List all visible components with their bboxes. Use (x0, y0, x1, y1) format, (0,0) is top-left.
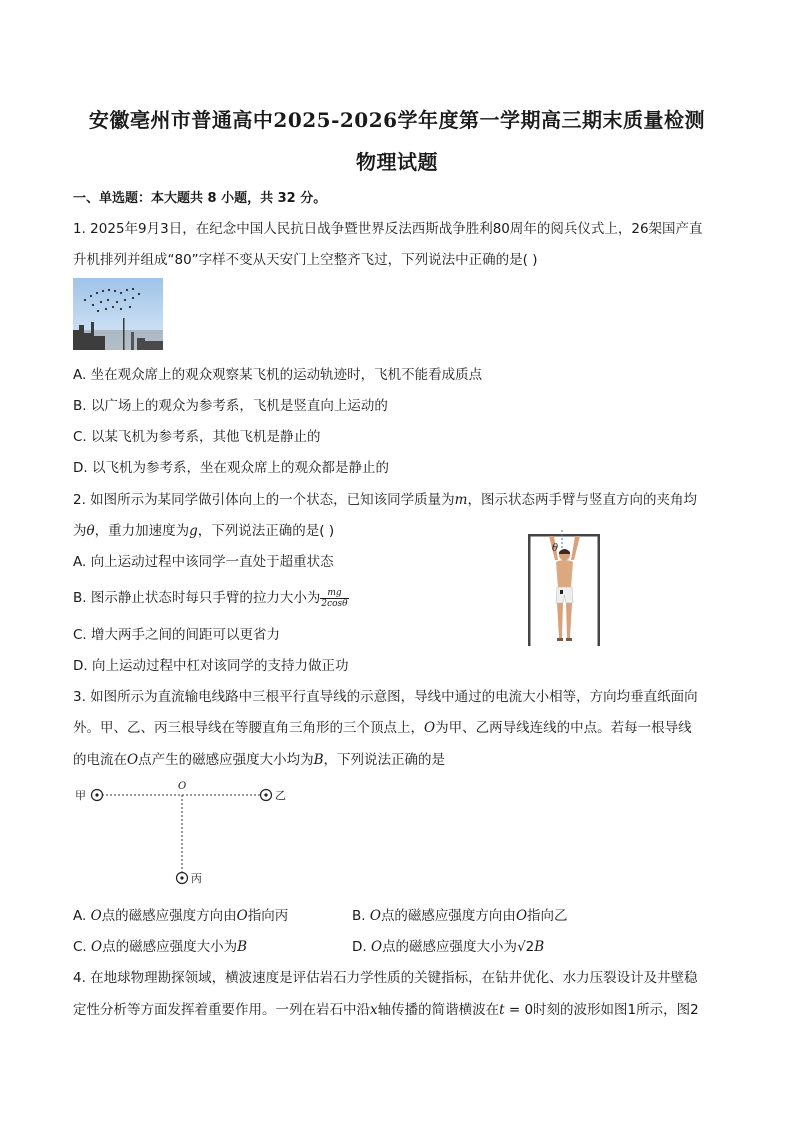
q3-label-jia: 甲 (75, 789, 86, 802)
fraction-numerator: mg (320, 588, 348, 599)
q1-stem-line1: 1. 2025年9月3日，在纪念中国人民抗日战争暨世界反法西斯战争胜利80周年的阅兵仪式上，26架国产直 (73, 221, 703, 237)
q2-stem-line2 (73, 519, 334, 539)
q4-t-symbol: t (499, 1002, 505, 1018)
q3-b-symbol: B (313, 752, 324, 768)
fraction-denominator: 2cosθ (321, 598, 348, 609)
q3-option-text: C. (73, 939, 92, 955)
q4-stem-line2 (73, 998, 699, 1018)
q3-option-c (73, 935, 247, 955)
q3-wires-figure (70, 778, 300, 890)
q3-stem-text: 外。甲、乙、丙三根导线在等腰直角三角形的三个顶点上， (73, 720, 424, 736)
q4-stem-line1: 4. 在地球物理勘探领域，横波速度是评估岩石力学性质的关键指标，在钻井优化、水力压裂设计及井壁稳 (73, 970, 698, 986)
q3-stem-line3 (73, 748, 445, 768)
q2-option-d: D. 向上运动过程中杠对该同学的支持力做正功 (73, 658, 349, 674)
q2-g-symbol: g (189, 523, 198, 539)
q2-stem-text: 为 (73, 523, 87, 539)
q3-option-text: 指向丙 (247, 908, 289, 924)
q2-stem-text: 2. 如图所示为某同学做引体向上的一个状态，已知该同学质量为 (73, 492, 455, 508)
q2-option-b-fraction (320, 588, 348, 609)
q3-label-o: O (178, 781, 187, 792)
q3-label-yi: 乙 (275, 789, 286, 802)
q3-option-d (352, 935, 544, 955)
q2-option-c: C. 增大两手之间的间距可以更省力 (73, 627, 281, 643)
q4-stem-text: 轴传播的简谐横波在 (377, 1002, 500, 1018)
q2-stem-text: ，下列说法正确的是( ) (197, 523, 335, 539)
q2-option-b-text: B. 图示静止状态时每只手臂的拉力大小为 (73, 590, 321, 606)
q4-stem-text: = 0时刻的波形如图1所示，图2 (504, 1002, 699, 1018)
q3-o-symbol: O (369, 908, 381, 924)
q1-stem-line2: 升机排列并组成“80”字样不变从天安门上空整齐飞过，下列说法中正确的是( ) (73, 252, 538, 268)
q3-option-text: 点的磁感应强度大小为 (382, 939, 518, 955)
exam-title: 安徽亳州市普通高中2025-2026学年度第一学期高三期末质量检测 (88, 108, 706, 132)
q1-helicopter-photo (73, 278, 163, 350)
q3-stem-text: ，下列说法正确的是 (323, 752, 445, 768)
q3-o-symbol: O (424, 720, 436, 736)
section-heading: 一、单选题：本大题共 8 小题，共 32 分。 (73, 191, 327, 206)
q2-option-a: A. 向上运动过程中该同学一直处于超重状态 (73, 554, 334, 570)
q3-option-text: D. (352, 939, 371, 955)
q2-stem-text: ，图示状态两手臂与竖直方向的夹角均 (467, 492, 697, 508)
q2-option-b (73, 586, 349, 609)
q3-o-symbol: O (90, 908, 102, 924)
q3-option-text: 指向乙 (527, 908, 568, 924)
wire-jia (92, 790, 103, 801)
q3-label-bing: 丙 (191, 872, 202, 885)
q3-option-text: A. (73, 908, 91, 924)
q2-stem-text: ，重力加速度为 (94, 523, 190, 539)
wire-bing (177, 873, 188, 884)
q1-option-d: D. 以飞机为参考系，坐在观众席上的观众都是静止的 (73, 460, 389, 476)
q3-option-text: 点的磁感应强度大小为 (102, 939, 238, 955)
exam-subtitle: 物理试题 (356, 150, 438, 174)
q2-mass-symbol: m (454, 492, 468, 508)
q2-theta-symbol: θ (86, 523, 95, 539)
q3-sqrt2: √2 (517, 939, 535, 955)
q3-stem-line2 (73, 716, 692, 736)
q1-option-b: B. 以广场上的观众为参考系，飞机是竖直向上运动的 (73, 398, 388, 414)
q3-option-text: 点的磁感应强度方向由 (380, 908, 516, 924)
q3-o-symbol: O (236, 908, 248, 924)
wire-yi (261, 790, 272, 801)
q3-o-symbol: O (370, 939, 383, 955)
q3-b-symbol: B (237, 939, 248, 955)
q3-stem-text: 为甲、乙两导线连线的中点。若每一根导线 (435, 720, 692, 736)
q3-o-symbol: O (127, 752, 139, 768)
q3-stem-line1: 3. 如图所示为直流输电线路中三根平行直导线的示意图，导线中通过的电流大小相等，方向均垂直纸面向 (73, 689, 698, 705)
q3-stem-text: 的电流在 (73, 752, 127, 768)
q2-fig-theta-label: θ (552, 543, 559, 554)
q3-option-text: B. (352, 908, 370, 924)
q1-option-c: C. 以某飞机为参考系，其他飞机是静止的 (73, 429, 321, 445)
q3-b-symbol: B (534, 939, 545, 955)
q4-x-symbol: x (370, 1002, 378, 1018)
q1-option-a: A. 坐在观众席上的观众观察某飞机的运动轨迹时，飞机不能看成质点 (73, 367, 483, 383)
q3-option-text: 点的磁感应强度方向由 (101, 908, 237, 924)
q2-pullup-figure (522, 530, 612, 648)
q3-stem-text: 点产生的磁感应强度大小均为 (138, 752, 314, 768)
q3-option-a (73, 904, 288, 924)
q3-option-b (352, 904, 568, 924)
q2-stem-line1 (73, 488, 697, 508)
q3-o-symbol: O (515, 908, 528, 924)
q3-o-symbol: O (91, 939, 103, 955)
q4-stem-text: 定性分析等方面发挥着重要作用。一列在岩石中沿 (73, 1002, 370, 1018)
